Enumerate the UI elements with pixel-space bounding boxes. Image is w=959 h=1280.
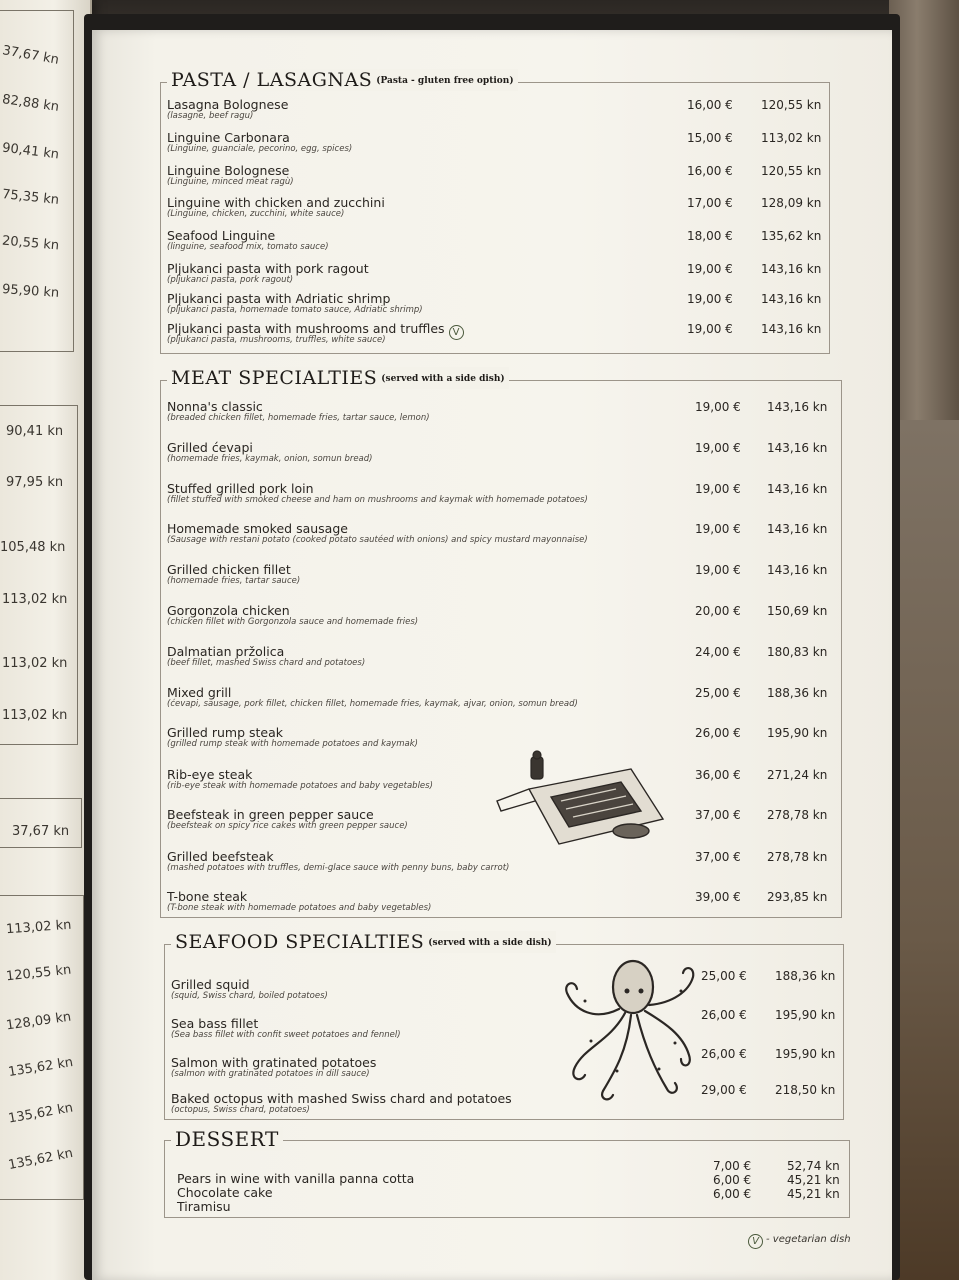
item-name: Stuffed grilled pork loin	[167, 481, 314, 496]
pasta-section	[160, 69, 830, 354]
item-name: Sea bass fillet	[171, 1016, 259, 1031]
item-price-eur: 19,00 €	[695, 482, 741, 496]
menu-item	[171, 969, 837, 1003]
item-name: T-bone steak	[167, 889, 248, 904]
item-price-kn: 143,16 kn	[767, 563, 828, 577]
item-name: Grilled squid	[171, 977, 250, 992]
item-name-text: Pljukanci pasta with mushrooms and truffles	[167, 321, 445, 336]
menu-item	[167, 228, 823, 254]
vegetarian-legend	[748, 1234, 851, 1249]
item-price-eur: 37,00 €	[695, 808, 741, 822]
item-description: (mashed potatoes with truffles, demi-glace sauce with penny buns, baby carrot)	[167, 863, 510, 873]
dessert-section	[164, 1127, 850, 1218]
left-price: 120,55 kn	[5, 962, 72, 985]
left-price: 113,02 kn	[2, 592, 68, 607]
item-price-kn: 271,24 kn	[767, 768, 828, 782]
left-price: 135,62 kn	[7, 1054, 75, 1081]
left-price: 97,95 kn	[6, 475, 64, 490]
item-description: (beefsteak on spicy rice cakes with green pepper sauce)	[167, 821, 408, 831]
dessert-price-kn: 45,21 kn	[787, 1187, 840, 1201]
item-description: (Linguine, chicken, zucchini, white sauce)	[167, 209, 345, 219]
item-price-eur: 19,00 €	[695, 522, 741, 536]
item-price-eur: 25,00 €	[695, 686, 741, 700]
left-price: 105,48 kn	[0, 540, 66, 555]
item-name: Homemade smoked sausage	[167, 521, 348, 536]
item-description: (rib-eye steak with homemade potatoes and baby vegetables)	[167, 781, 433, 791]
pasta-title: PASTA / LASAGNAS	[171, 69, 373, 91]
dessert-item-name: Tiramisu	[177, 1199, 231, 1214]
item-name: Grilled ćevapi	[167, 440, 253, 455]
item-price-kn: 143,16 kn	[761, 262, 822, 276]
item-price-kn: 143,16 kn	[767, 441, 828, 455]
item-price-eur: 26,00 €	[701, 1008, 747, 1022]
menu-item	[167, 440, 835, 466]
item-name: Rib-eye steak	[167, 767, 253, 782]
meat-section	[160, 367, 842, 918]
item-price-eur: 15,00 €	[687, 131, 733, 145]
menu-page	[92, 30, 892, 1280]
menu-item	[167, 889, 835, 915]
item-description: (ćevapi, sausage, pork fillet, chicken fillet, homemade fries, kaymak, ajvar, onion, somun bread)	[167, 699, 578, 709]
item-price-eur: 16,00 €	[687, 98, 733, 112]
item-name: Mixed grill	[167, 685, 232, 700]
menu-item	[167, 603, 835, 629]
left-price: 90,41 kn	[1, 140, 60, 163]
item-price-eur: 24,00 €	[695, 645, 741, 659]
item-description: (lasagne, beef ragu)	[167, 111, 254, 121]
item-price-eur: 39,00 €	[695, 890, 741, 904]
menu-item	[167, 130, 823, 156]
item-price-eur: 17,00 €	[687, 196, 733, 210]
item-price-eur: 19,00 €	[695, 441, 741, 455]
left-price: 82,88 kn	[1, 92, 60, 115]
menu-item	[167, 261, 823, 287]
octopus-illustration	[555, 951, 699, 1107]
item-name: Grilled chicken fillet	[167, 562, 291, 577]
item-price-eur: 19,00 €	[695, 563, 741, 577]
menu-item	[167, 644, 835, 670]
dessert-price-eur: 7,00 €	[713, 1159, 752, 1173]
item-price-kn: 143,16 kn	[767, 400, 828, 414]
item-price-eur: 29,00 €	[701, 1083, 747, 1097]
item-price-kn: 278,78 kn	[767, 850, 828, 864]
item-description: (pljukanci pasta, pork ragout)	[167, 275, 294, 285]
seafood-note: (served with a side dish)	[428, 938, 552, 948]
left-page-box	[0, 405, 78, 745]
item-price-eur: 19,00 €	[695, 400, 741, 414]
item-name: Nonna's classic	[167, 399, 263, 414]
item-price-kn: 180,83 kn	[767, 645, 828, 659]
left-price: 20,55 kn	[1, 233, 60, 254]
item-description: (grilled rump steak with homemade potatoes and kaymak)	[167, 739, 418, 749]
item-description: (T-bone steak with homemade potatoes and baby vegetables)	[167, 903, 432, 913]
item-price-kn: 143,16 kn	[761, 292, 822, 306]
menu-item	[171, 1008, 837, 1042]
left-price: 95,90 kn	[1, 282, 60, 301]
dessert-item-name: Chocolate cake	[177, 1185, 273, 1200]
meat-note: (served with a side dish)	[381, 374, 505, 384]
item-price-kn: 278,78 kn	[767, 808, 828, 822]
menu-item	[167, 685, 835, 711]
item-price-kn: 218,50 kn	[775, 1083, 836, 1097]
item-description: (octopus, Swiss chard, potatoes)	[171, 1105, 310, 1115]
item-price-eur: 26,00 €	[701, 1047, 747, 1061]
seafood-section	[164, 931, 844, 1120]
item-price-eur: 19,00 €	[687, 292, 733, 306]
menu-item	[171, 1083, 837, 1117]
item-name: Grilled rump steak	[167, 725, 283, 740]
vegetarian-icon: V	[748, 1234, 763, 1249]
item-price-kn: 143,16 kn	[761, 322, 822, 336]
item-price-eur: 19,00 €	[687, 322, 733, 336]
left-page-box	[0, 798, 82, 848]
dessert-item-name: Pears in wine with vanilla panna cotta	[177, 1171, 415, 1186]
item-price-eur: 36,00 €	[695, 768, 741, 782]
left-price: 135,62 kn	[7, 1100, 75, 1127]
pasta-note: (Pasta - gluten free option)	[376, 76, 514, 86]
item-description: (Linguine, guanciale, pecorino, egg, spices)	[167, 144, 353, 154]
item-price-kn: 188,36 kn	[767, 686, 828, 700]
section-title	[171, 931, 556, 953]
item-description: (homemade fries, kaymak, onion, somun bread)	[167, 454, 373, 464]
item-price-eur: 16,00 €	[687, 164, 733, 178]
item-name: Baked octopus with mashed Swiss chard and potatoes	[171, 1091, 512, 1106]
menu-item	[167, 97, 823, 123]
menu-item	[167, 481, 835, 507]
meat-title: MEAT SPECIALTIES	[171, 367, 378, 389]
left-price: 113,02 kn	[5, 917, 72, 938]
item-description: (pljukanci pasta, mushrooms, truffles, white sauce)	[167, 335, 386, 345]
item-description: (salmon with gratinated potatoes in dill sauce)	[171, 1069, 370, 1079]
item-description: (Sausage with restani potato (cooked potato sautéed with onions) and spicy mustard mayonnaise)	[167, 535, 588, 545]
item-description: (breaded chicken fillet, homemade fries, tartar sauce, lemon)	[167, 413, 430, 423]
left-price: 113,02 kn	[2, 708, 68, 723]
item-description: (homemade fries, tartar sauce)	[167, 576, 301, 586]
dessert-price-kn: 45,21 kn	[787, 1173, 840, 1187]
item-name: Seafood Linguine	[167, 228, 276, 243]
left-price: 128,09 kn	[5, 1009, 73, 1034]
item-price-eur: 37,00 €	[695, 850, 741, 864]
dessert-title: DESSERT	[171, 1127, 283, 1151]
menu-item	[167, 321, 823, 347]
menu-item	[167, 725, 835, 751]
item-description: (Sea bass fillet with confit sweet potatoes and fennel)	[171, 1030, 401, 1040]
item-price-kn: 188,36 kn	[775, 969, 836, 983]
left-price: 75,35 kn	[1, 187, 60, 208]
menu-item	[167, 291, 823, 317]
item-price-eur: 26,00 €	[695, 726, 741, 740]
item-price-eur: 20,00 €	[695, 604, 741, 618]
item-price-kn: 195,90 kn	[775, 1047, 836, 1061]
item-name: Salmon with gratinated potatoes	[171, 1055, 377, 1070]
item-price-kn: 150,69 kn	[767, 604, 828, 618]
item-description: (linguine, seafood mix, tomato sauce)	[167, 242, 329, 252]
item-description: (Linguine, minced meat ragù)	[167, 177, 294, 187]
left-price: 37,67 kn	[12, 824, 70, 839]
item-price-eur: 25,00 €	[701, 969, 747, 983]
menu-item	[167, 521, 835, 547]
item-name: Gorgonzola chicken	[167, 603, 290, 618]
item-name: Pljukanci pasta with pork ragout	[167, 261, 369, 276]
item-price-kn: 195,90 kn	[775, 1008, 836, 1022]
item-description: (squid, Swiss chard, boiled potatoes)	[171, 991, 328, 1001]
section-title	[167, 69, 518, 91]
item-description: (fillet stuffed with smoked cheese and ham on mushrooms and kaymak with homemade potatoes)	[167, 495, 588, 505]
item-name: Lasagna Bolognese	[167, 97, 289, 112]
item-price-kn: 195,90 kn	[767, 726, 828, 740]
menu-item	[167, 163, 823, 189]
left-price: 135,62 kn	[7, 1145, 75, 1174]
item-name: Dalmatian pržolica	[167, 644, 285, 659]
item-price-kn: 143,16 kn	[767, 522, 828, 536]
item-price-kn: 120,55 kn	[761, 98, 822, 112]
dessert-price-eur: 6,00 €	[713, 1187, 752, 1201]
dessert-price-kn: 52,74 kn	[787, 1159, 840, 1173]
steak-board-illustration	[491, 749, 671, 859]
item-price-eur: 19,00 €	[687, 262, 733, 276]
item-price-kn: 135,62 kn	[761, 229, 822, 243]
item-description: (pljukanci pasta, homemade tomato sauce, Adriatic shrimp)	[167, 305, 423, 315]
item-description: (chicken fillet with Gorgonzola sauce and homemade fries)	[167, 617, 419, 627]
previous-menu-page	[0, 0, 92, 1280]
left-price: 37,67 kn	[1, 43, 60, 68]
left-price: 90,41 kn	[6, 424, 64, 439]
item-name: Linguine with chicken and zucchini	[167, 195, 385, 210]
menu-item	[167, 195, 823, 221]
item-description: (beef fillet, mashed Swiss chard and potatoes)	[167, 658, 366, 668]
item-price-kn: 113,02 kn	[761, 131, 822, 145]
item-price-kn: 128,09 kn	[761, 196, 822, 210]
item-name: Linguine Bolognese	[167, 163, 290, 178]
item-name: Pljukanci pasta with Adriatic shrimp	[167, 291, 391, 306]
item-price-kn: 293,85 kn	[767, 890, 828, 904]
item-price-kn: 120,55 kn	[761, 164, 822, 178]
seafood-title: SEAFOOD SPECIALTIES	[175, 931, 425, 953]
menu-item	[167, 562, 835, 588]
item-name: Beefsteak in green pepper sauce	[167, 807, 374, 822]
menu-item	[167, 399, 835, 425]
item-price-eur: 18,00 €	[687, 229, 733, 243]
item-price-kn: 143,16 kn	[767, 482, 828, 496]
item-name: Linguine Carbonara	[167, 130, 290, 145]
dessert-price-eur: 6,00 €	[713, 1173, 752, 1187]
section-title	[167, 367, 509, 389]
left-price: 113,02 kn	[2, 656, 68, 671]
vegetarian-icon: V	[449, 325, 464, 340]
legend-text: - vegetarian dish	[766, 1234, 851, 1245]
item-name: Grilled beefsteak	[167, 849, 274, 864]
menu-item	[171, 1047, 837, 1081]
